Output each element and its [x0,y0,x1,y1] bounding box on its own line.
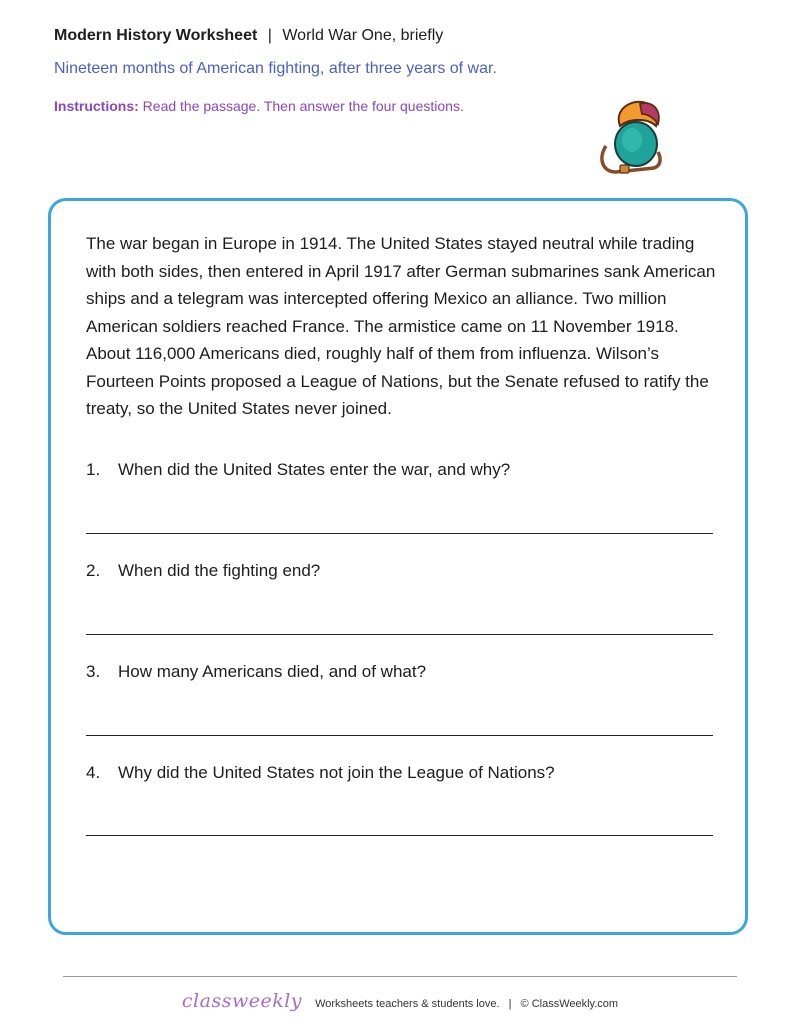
question-text: When did the United States enter the war, and why? [118,460,511,479]
answer-line-4[interactable] [86,835,713,836]
army-helmet-icon [596,96,666,178]
question-text: How many Americans died, and of what? [118,662,427,681]
title-line [54,26,754,46]
answer-line-2[interactable] [86,634,713,635]
question-4 [86,763,555,783]
question-text: When did the fighting end? [118,561,321,580]
footer-tagline: Worksheets teachers & students love. [315,998,500,1010]
title-separator: | [267,27,272,44]
question-text: Why did the United States not join the League of Nations? [118,763,555,782]
instructions-label: Instructions: [54,98,139,114]
worksheet-topic: World War One, briefly [282,27,444,44]
answer-line-1[interactable] [86,533,713,534]
answer-line-3[interactable] [86,735,713,736]
reading-passage: The war began in Europe in 1914. The United States stayed neutral while trading with both sides, then entered in April 1917 after German submarines sank American ships and a telegram was intercepted offering Mexico an alliance. Two million American soldiers reached France. The armistice came on 11 November 1918. About 116,000 Americans died, roughly half of them from influenza. Wilson’s Fourteen Points proposed a League of Nations, but the Senate refused to ratify the treaty, so the United States never joined. [86,234,716,418]
question-number: 2. [86,561,101,580]
question-number: 4. [86,763,101,782]
footer [0,990,800,1012]
footer-copyright: © ClassWeekly.com [520,998,619,1010]
footer-separator: | [508,998,512,1010]
brand-logo: classweekly [181,990,303,1012]
worksheet-header [54,26,754,46]
question-number: 1. [86,460,101,479]
question-number: 3. [86,662,101,681]
instructions [54,98,464,114]
question-3 [86,662,426,682]
question-1 [86,460,510,480]
worksheet-subtitle: Nineteen months of American fighting, after three years of war. [54,60,497,77]
instructions-text: Read the passage. Then answer the four questions. [142,98,464,114]
worksheet-title: Modern History Worksheet [54,27,258,44]
question-2 [86,561,320,581]
footer-divider [63,976,737,977]
